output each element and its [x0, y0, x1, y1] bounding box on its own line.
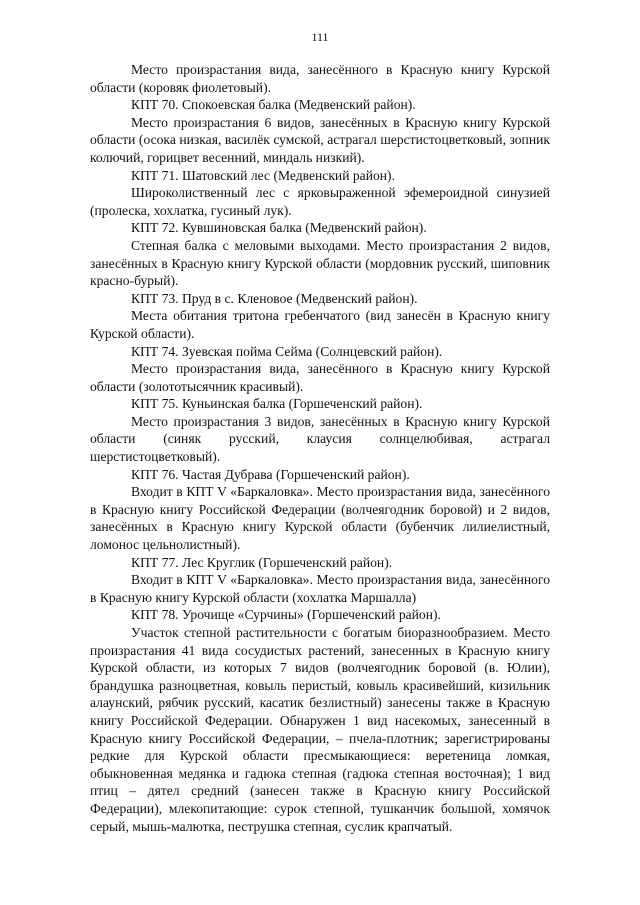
paragraph: Места обитания тритона гребенчатого (вид занесён в Красную книгу Курской области). — [90, 308, 550, 341]
paragraph: Широколиственный лес с ярковыраженной эфемероидной синузией (пролеска, хохлатка, гусиный лук). — [90, 185, 550, 218]
kpt-heading: КПТ 78. Урочище «Сурчины» (Горшеченский район). — [131, 607, 441, 623]
kpt-heading: КПТ 75. Куньинская балка (Горшеченский район). — [131, 396, 423, 412]
kpt-heading: КПТ 76. Частая Дубрава (Горшеченский район). — [131, 466, 410, 482]
kpt-heading: КПТ 72. Кувшиновская балка (Медвенский район). — [131, 220, 427, 236]
kpt-heading: КПТ 74. Зуевская пойма Сейма (Солнцевский район). — [131, 343, 443, 359]
kpt-heading: КПТ 71. Шатовский лес (Медвенский район). — [131, 167, 395, 183]
paragraph: Участок степной растительности с богатым биоразнообразием. Место произрастания 41 вида сосудистых растений, занесенных в Красную книгу Курской области, из которых 7 видов (волчеягодник боровой (в. Юлии), брандушка разноцветная, ковыль перистый, ковыль красивейший, кизильник алаунский, рябчик русский, касатик безлистный) занесены также в Красную книгу Российской Федерации. Обнаружен 1 вид насекомых, занесенный в Красную книгу Российской Федерации, – пчела-плотник; зарегистрированы редкие для Курской области пресмыкающиеся: веретеница ломкая, обыкновенная медянка и гадюка степная (гадюка степная восточная); 1 вид птиц – дятел средний (занесен также в Красную книгу Российской Федерации), млекопитающие: сурок степной, тушканчик большой, хомячок серый, мышь-малютка, пеструшка степная, суслик крапчатый. — [90, 625, 550, 834]
kpt-heading: КПТ 77. Лес Круглик (Горшеченский район). — [131, 554, 393, 570]
paragraph: Место произрастания вида, занесённого в Красную книгу Курской области (золототысячник красивый). — [90, 361, 550, 394]
kpt-heading: КПТ 73. Пруд в с. Кленовое (Медвенский район). — [131, 290, 418, 306]
paragraph: Место произрастания вида, занесённого в Красную книгу Курской области (коровяк фиолетовый). — [90, 62, 550, 95]
page-number: 111 — [311, 30, 329, 44]
paragraph: Степная балка с меловыми выходами. Место произрастания 2 видов, занесённых в Красную книгу Курской области (мордовник русский, шиповник красно-бурый). — [90, 237, 550, 289]
kpt-heading: КПТ 70. Спокоевская балка (Медвенский район). — [131, 97, 416, 113]
paragraph: Место произрастания 3 видов, занесённых в Красную книгу Курской области (синяк русский, клаусия солнцелюбивая, астрагал шерстистоцветковый). — [90, 413, 550, 465]
paragraph: Входит в КПТ V «Баркаловка». Место произрастания вида, занесённого в Красную книгу Курской области (хохлатка Маршалла) — [90, 572, 550, 605]
paragraph: Место произрастания 6 видов, занесённых в Красную книгу Курской области (осока низкая, василёк сумской, астрагал шерстистоцветковый, зопник колючий, горицвет весенний, миндаль низкий). — [90, 114, 550, 165]
paragraph: Входит в КПТ V «Баркаловка». Место произрастания вида, занесённого в Красную книгу Российской Федерации (волчеягодник боровой) и 2 видов, занесённых в Красную книгу Курской области (бубенчик лилиелистный, ломонос цельнолистный). — [90, 484, 550, 553]
document-body — [90, 61, 550, 835]
